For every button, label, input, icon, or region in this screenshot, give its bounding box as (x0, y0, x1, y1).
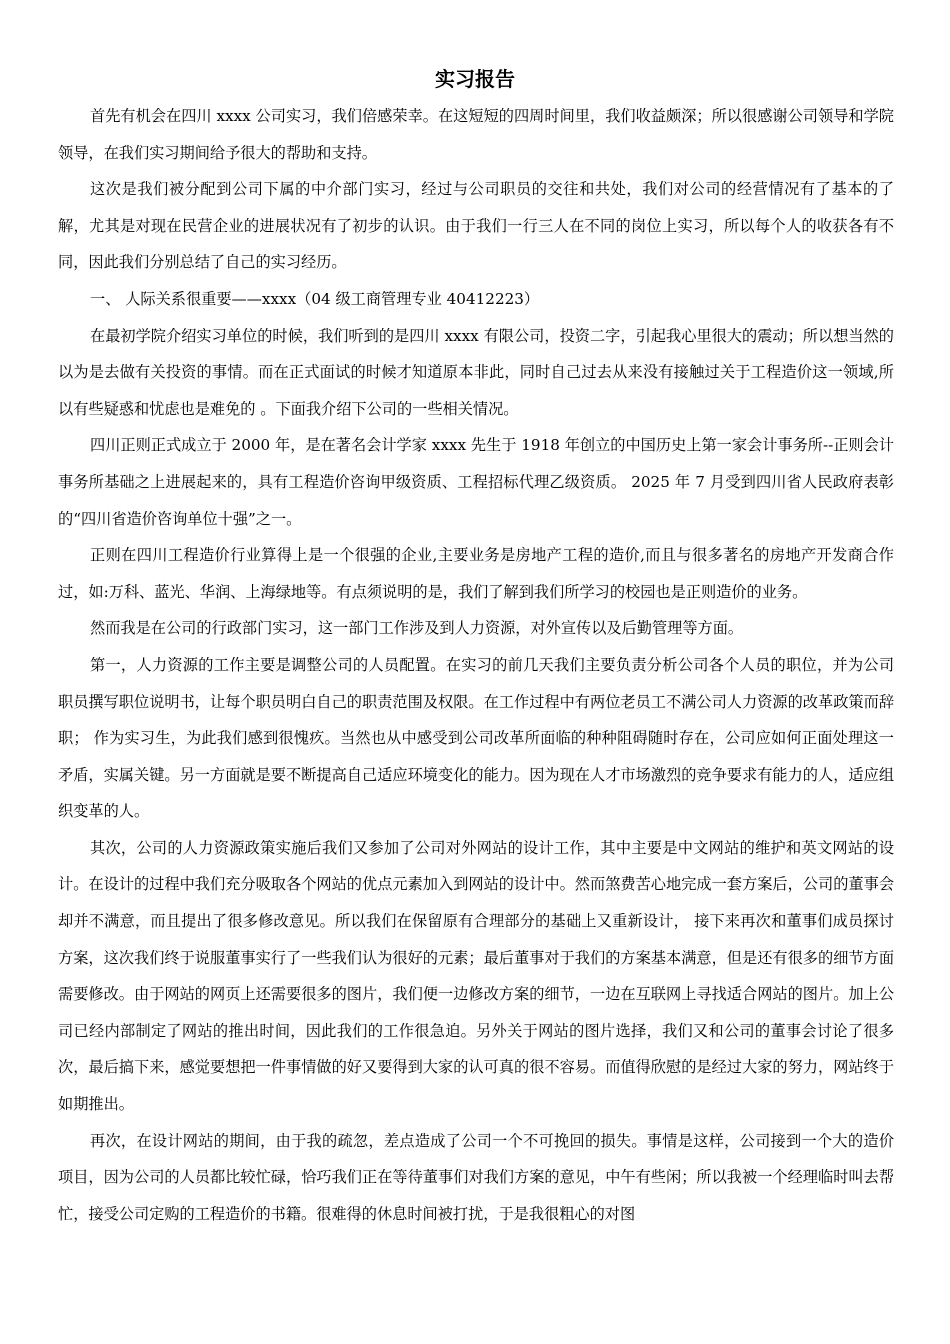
paragraph-website-work: 其次，公司的人力资源政策实施后我们又参加了公司对外网站的设计工作，其中主要是中文网站的维护和英文网站的设计。在设计的过程中我们充分吸取各个网站的优点元素加入到网站的设计中。然而煞费苦心地完成一套方案后，公司的董事会却并不满意，而且提出了很多修改意见。所以我们在保留原有合理部分的基础上又重新设计， 接下来再次和董事们成员探讨方案，这次我们终于说服董事实行了一些我们认为很好的元素；最后董事对于我们的方案基本满意，但是还有很多的细节方面需要修改。由于网站的网页上还需要很多的图片，我们便一边修改方案的细节，一边在互联网上寻找适合网站的图片。加上公司已经内部制定了网站的推出时间，因此我们的工作很急迫。另外关于网站的图片选择，我们又和公司的董事会讨论了很多次，最后搞下来，感觉要想把一件事情做的好又要得到大家的认可真的很不容易。而值得欣慰的是经过大家的努力，网站终于如期推出。 (58, 838, 894, 1114)
paragraph-first-impression: 在最初学院介绍实习单位的时候，我们听到的是四川 xxxx 有限公司，投资二字，引起我心里很大的震动；所以想当然的以为是去做有关投资的事情。而在正式面试的时候才知道原本非此，同时自己过去从来没有接触过关于工程造价这一领域,所以有些疑惑和忧虑也是难免的 。下面我介绍下公司的一些相关情况。 (58, 326, 894, 418)
paragraph-assignment: 这次是我们被分配到公司下属的中介部门实习，经过与公司职员的交往和共处，我们对公司的经营情况有了基本的了解，尤其是对现在民营企业的进展状况有了初步的认识。由于我们一行三人在不同的岗位上实习，所以每个人的收获各有不同，因此我们分别总结了自己的实习经历。 (58, 180, 894, 272)
paragraph-department: 然而我是在公司的行政部门实习，这一部门工作涉及到人力资源，对外宣传以及后勤管理等方面。 (90, 619, 744, 638)
section-heading-1: 一、 人际关系很重要——xxxx（04 级工商管理专业 40412223） (90, 289, 540, 308)
document-title: 实习报告 (435, 67, 515, 91)
document-body (58, 98, 894, 1232)
paragraph-intro: 首先有机会在四川 xxxx 公司实习，我们倍感荣幸。在这短短的四周时间里，我们收益颇深；所以很感谢公司领导和学院领导，在我们实习期间给予很大的帮助和支持。 (58, 107, 894, 162)
paragraph-company-history: 四川正则正式成立于 2000 年，是在著名会计学家 xxxx 先生于 1918 年创立的中国历史上第一家会计事务所--正则会计事务所基础之上进展起来的，具有工程造价咨询甲级资质、工程招标代理乙级资质。 2025 年 7 月受到四川省人民政府表彰的“四川省造价咨询单位十强”之一。 (58, 436, 894, 528)
paragraph-mistake: 再次，在设计网站的期间，由于我的疏忽，差点造成了公司一个不可挽回的损失。事情是这样，公司接到一个大的造价项目，因为公司的人员都比较忙碌，恰巧我们正在等待董事们对我们方案的意见，中午有些闲；所以我被一个经理临时叫去帮忙，接受公司定购的工程造价的书籍。很难得的休息时间被打扰，于是我很粗心的对图 (58, 1131, 894, 1223)
paragraph-company-business: 正则在四川工程造价行业算得上是一个很强的企业,主要业务是房地产工程的造价,而且与很多著名的房地产开发商合作过，如:万科、蓝光、华润、上海绿地等。有点须说明的是，我们了解到我们所学习的校园也是正则造价的业务。 (58, 546, 894, 601)
paragraph-hr-work: 第一，人力资源的工作主要是调整公司的人员配置。在实习的前几天我们主要负责分析公司各个人员的职位，并为公司职员撰写职位说明书，让每个职员明白自己的职责范围及权限。在工作过程中有两位老员工不满公司人力资源的改革政策而辞职； 作为实习生，为此我们感到很愧疚。当然也从中感受到公司改革所面临的种种阻碍随时存在，公司应如何正面处理这一矛盾，实属关键。另一方面就是要不断提高自己适应环境变化的能力。因为现在人才市场激烈的竞争要求有能力的人，适应组织变革的人。 (58, 655, 894, 821)
